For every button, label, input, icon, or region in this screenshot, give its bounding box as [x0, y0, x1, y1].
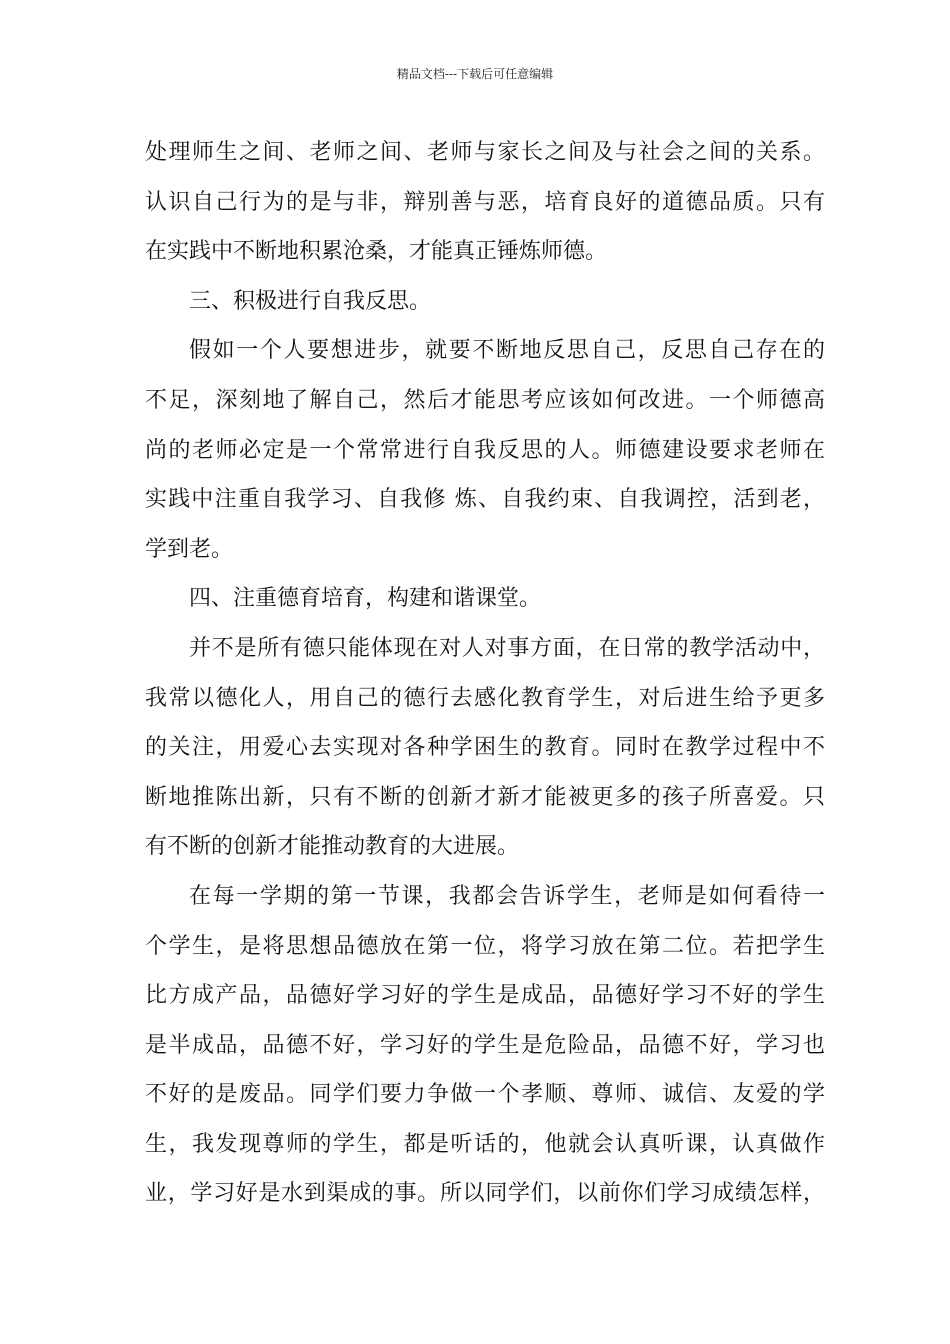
text-line: 假如一个人要想进步，就要不断地反思自己，反思自己存在的 [189, 338, 825, 364]
text-line: 的关注，用爱心去实现对各种学困生的教育。同时在教学过程中不 [145, 735, 825, 761]
text-line: 不足，深刻地了解自己，然后才能思考应该如何改进。一个师德高 [145, 387, 825, 413]
text-line: 实践中注重自我学习、自我修 炼、自我约束、自我调控，活到老， [145, 487, 825, 513]
text-line: 比方成产品，品德好学习好的学生是成品，品德好学习不好的学生 [145, 983, 825, 1009]
text-line: 四、注重德育培育，构建和谐课堂。 [189, 586, 542, 612]
text-line: 业，学习好是水到渠成的事。所以同学们，以前你们学习成绩怎样， [145, 1181, 825, 1207]
text-line: 处理师生之间、老师之间、老师与家长之间及与社会之间的关系。 [145, 140, 825, 165]
text-line: 有不断的创新才能推动教育的大进展。 [145, 834, 520, 860]
text-line: 在实践中不断地积累沧桑，才能真正锤炼师德。 [145, 239, 608, 265]
text-line: 我常以德化人，用自己的德行去感化教育学生，对后进生给予更多 [145, 685, 825, 711]
text-line: 认识自己行为的是与非，辩别善与恶，培育良好的道德品质。只有 [145, 189, 825, 215]
text-line: 个学生，是将思想品德放在第一位，将学习放在第二位。若把学生 [145, 933, 825, 959]
text-line: 在每一学期的第一节课，我都会告诉学生，老师是如何看待一 [189, 883, 825, 909]
text-line: 生，我发现尊师的学生，都是听话的，他就会认真听课，认真做作 [145, 1131, 825, 1157]
text-line: 并不是所有德只能体现在对人对事方面，在日常的教学活动中， [189, 635, 825, 661]
text-line: 学到老。 [145, 536, 234, 562]
text-line: 断地推陈出新，只有不断的创新才新才能被更多的孩子所喜爱。只 [145, 784, 825, 810]
text-line: 是半成品，品德不好，学习好的学生是危险品，品德不好，学习也 [145, 1032, 825, 1058]
text-line: 不好的是废品。同学们要力争做一个孝顺、尊师、诚信、友爱的学 [145, 1082, 825, 1108]
page-header: 精品文档---下载后可任意编辑 [396, 67, 554, 81]
text-line: 三、积极进行自我反思。 [189, 288, 432, 314]
document-body [145, 128, 825, 1219]
text-line: 尚的老师必定是一个常常进行自我反思的人。师德建设要求老师在 [145, 437, 825, 463]
